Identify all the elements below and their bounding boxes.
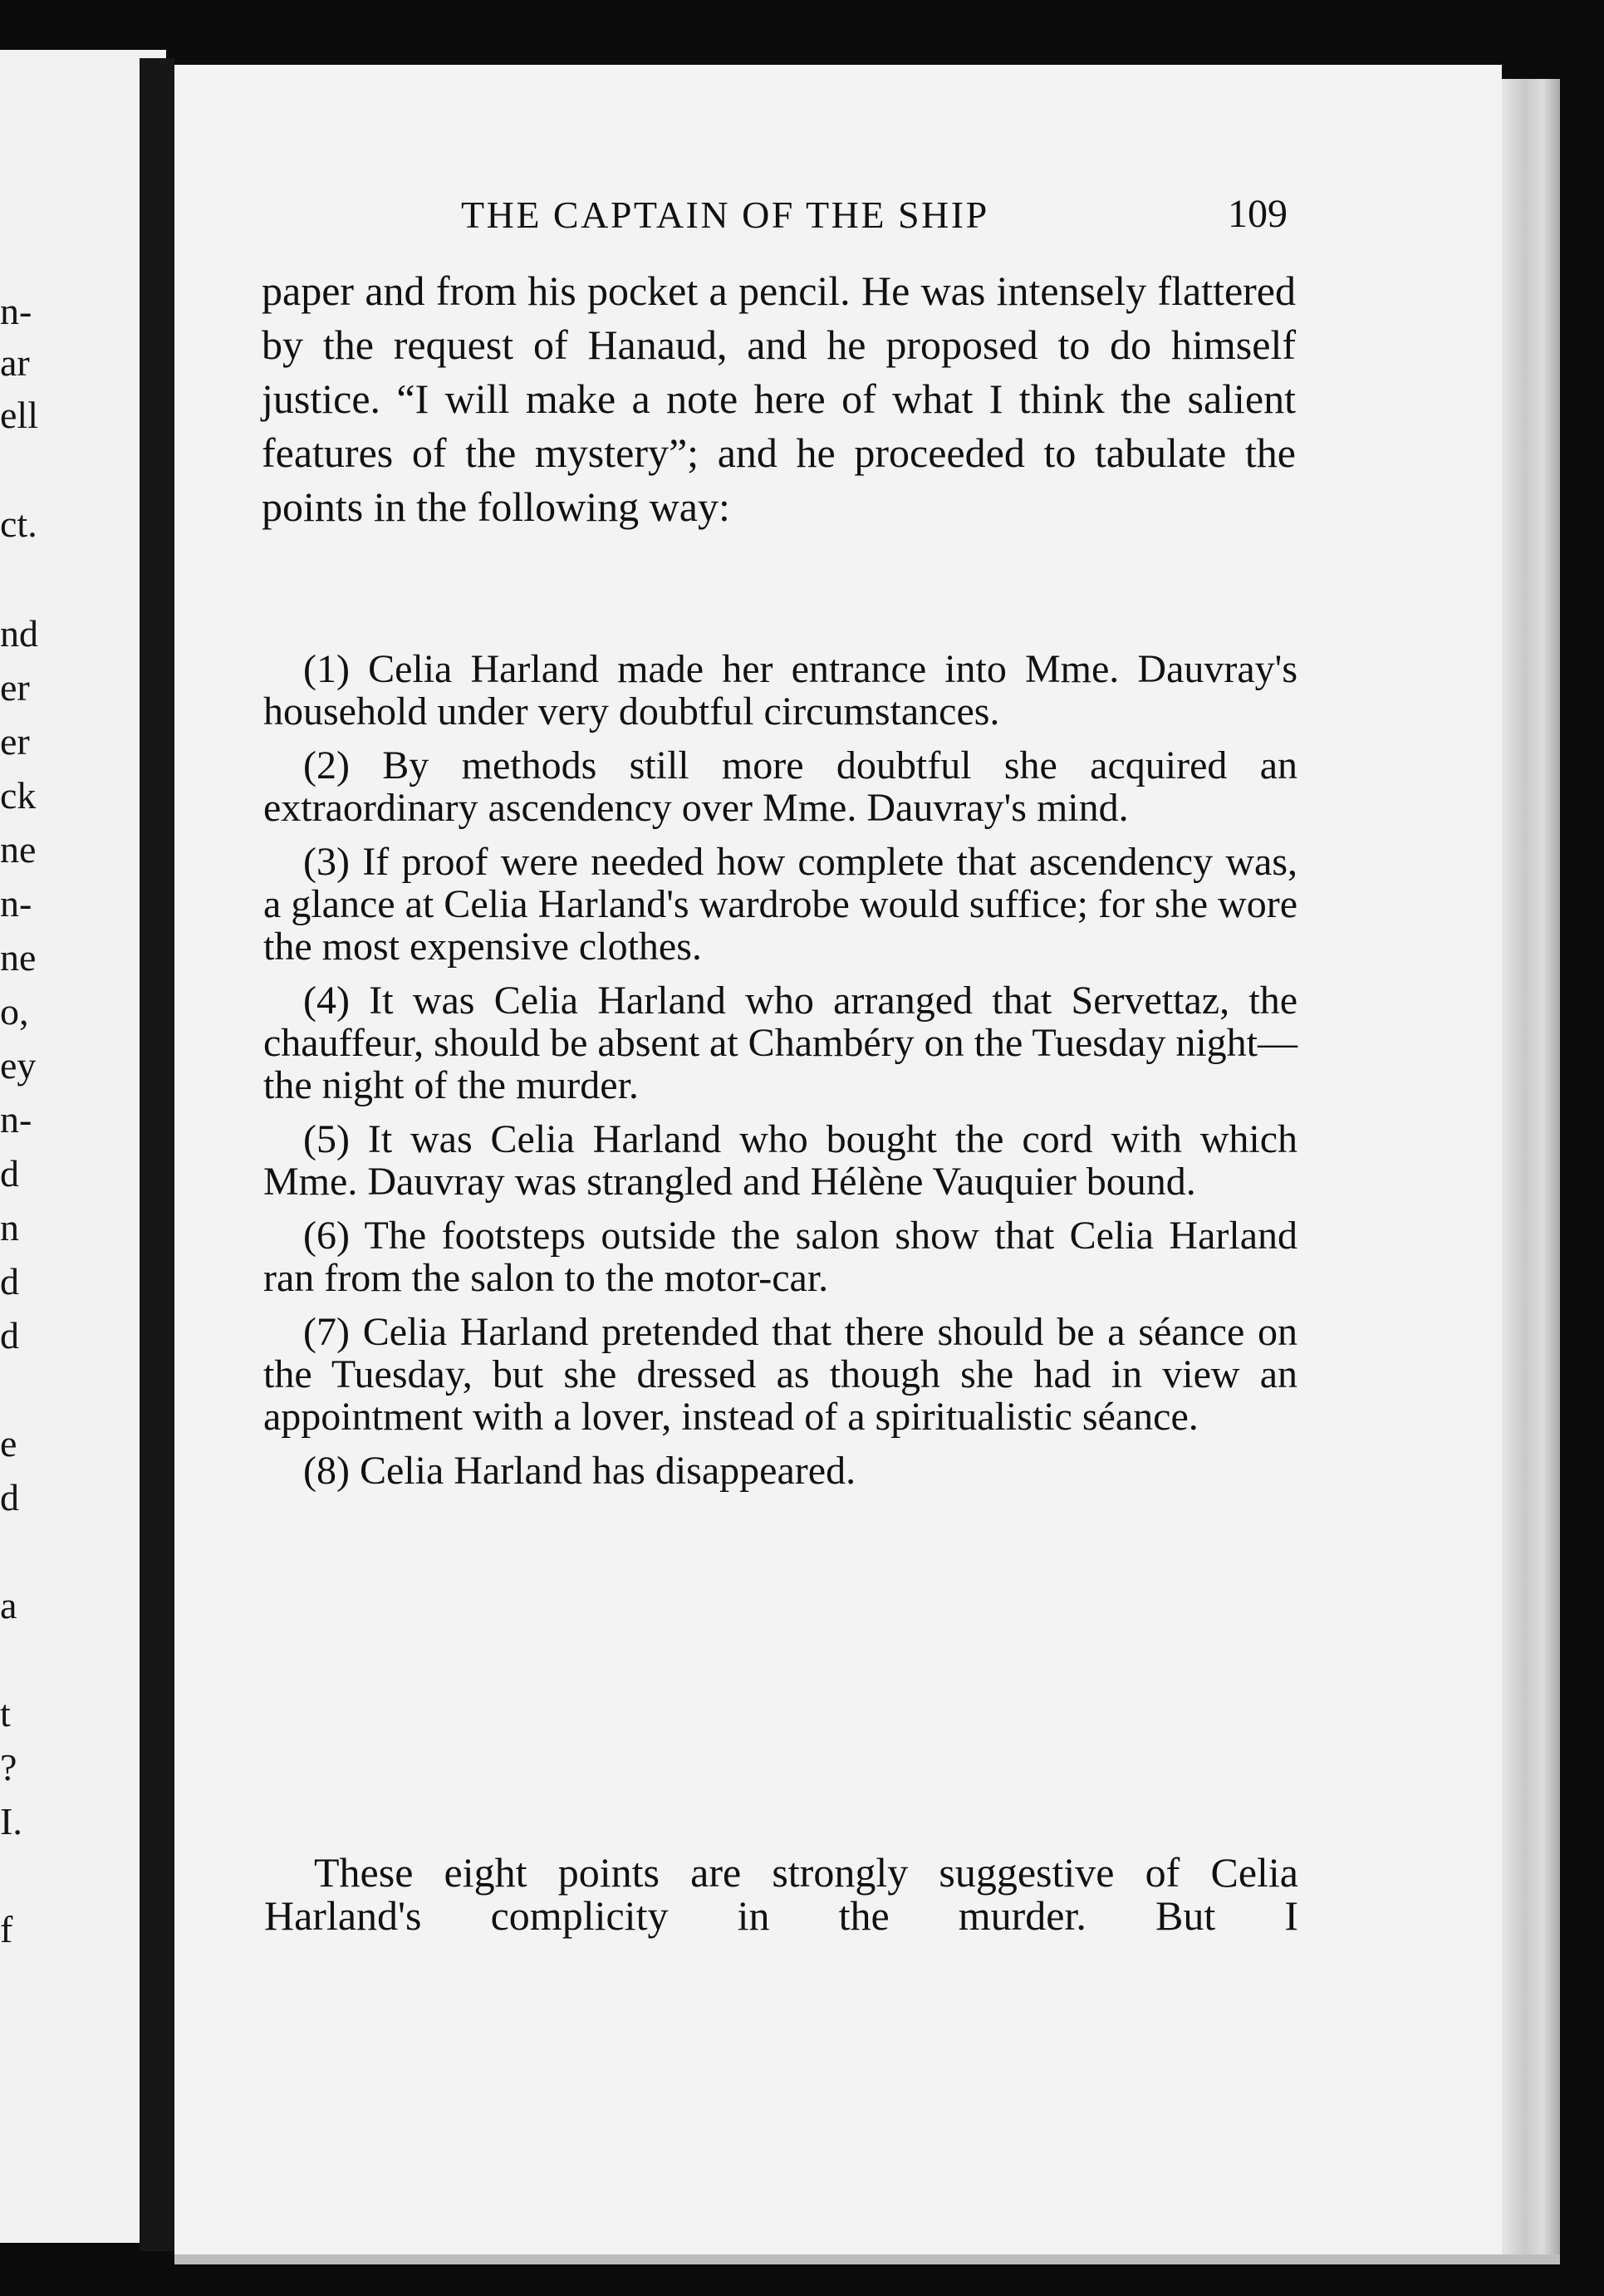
point-item: (3) If proof were needed how complete that ascendency was, a glance at Celia Harland's wardrobe would suffice; for she wore the most expensive clothes. — [263, 840, 1297, 969]
facing-page-fragment: f — [0, 1908, 13, 1950]
facing-page-fragment: e — [0, 1422, 17, 1464]
facing-page-fragment: n — [0, 1206, 19, 1249]
facing-page-fragment: ne — [0, 936, 37, 979]
facing-page-fragment: t — [0, 1692, 11, 1734]
facing-page-fragment: er — [0, 666, 30, 709]
point-item: (7) Celia Harland pretended that there should be a séance on the Tuesday, but she dressed as though she had in view an appointment with a lover, instead of a spiritualistic séance. — [263, 1310, 1297, 1439]
facing-page-fragment: ck — [0, 774, 37, 817]
facing-page-fragment: o, — [0, 990, 29, 1033]
facing-page-fragment: ne — [0, 828, 37, 871]
facing-page-fragment: d — [0, 1314, 19, 1357]
facing-page-fragment: n- — [0, 1098, 32, 1141]
running-head: THE CAPTAIN OF THE SHIP — [461, 194, 989, 236]
facing-page-fragment: a — [0, 1584, 17, 1626]
facing-page-fragment: ar — [0, 341, 30, 384]
point-item: (6) The footsteps outside the salon show that Celia Harland ran from the salon to the motor-car. — [263, 1214, 1297, 1300]
page-bottom-edge — [174, 2254, 1560, 2264]
facing-page-fragment: nd — [0, 612, 38, 655]
facing-page-fragment: ey — [0, 1044, 37, 1087]
page-edge — [1502, 79, 1560, 2259]
closing-paragraph: These eight points are strongly suggestive of Celia Harland's complicity in the murder. But I — [264, 1849, 1298, 1939]
facing-page-fragment: d — [0, 1260, 19, 1303]
opening-paragraph: paper and from his pocket a pencil. He was intensely flattered by the request of Hanaud, and he proposed to do himself justice. “I will make a note here of what I think the salient features of the mystery”; and he proceeded to tabulate the points in the following way: — [262, 267, 1296, 530]
points-list — [263, 648, 1297, 1504]
facing-page-fragment: ell — [0, 394, 38, 436]
point-item: (4) It was Celia Harland who arranged that Servettaz, the chauffeur, should be absent at Chambéry on the Tuesday night—the night of the murder. — [263, 979, 1297, 1107]
facing-page-fragment: er — [0, 720, 30, 763]
facing-page-fragment: ct. — [0, 503, 37, 545]
facing-page-fragment: I. — [0, 1800, 22, 1842]
point-item: (1) Celia Harland made her entrance into Mme. Dauvray's household under very doubtful circumstances. — [263, 647, 1297, 733]
facing-page-fragment: d — [0, 1476, 19, 1518]
point-item: (2) By methods still more doubtful she acquired an extraordinary ascendency over Mme. Dauvray's mind. — [263, 743, 1297, 830]
facing-page-fragment: ? — [0, 1746, 17, 1788]
point-item: (5) It was Celia Harland who bought the cord with which Mme. Dauvray was strangled and Hélène Vauquier bound. — [263, 1117, 1297, 1204]
point-item: (8) Celia Harland has disappeared. — [303, 1449, 856, 1493]
book-gutter — [140, 58, 174, 2251]
facing-page-fragment: n- — [0, 882, 32, 925]
page-number: 109 — [1228, 192, 1288, 236]
facing-page-fragment: n- — [0, 290, 32, 332]
facing-page-fragment: d — [0, 1152, 19, 1195]
